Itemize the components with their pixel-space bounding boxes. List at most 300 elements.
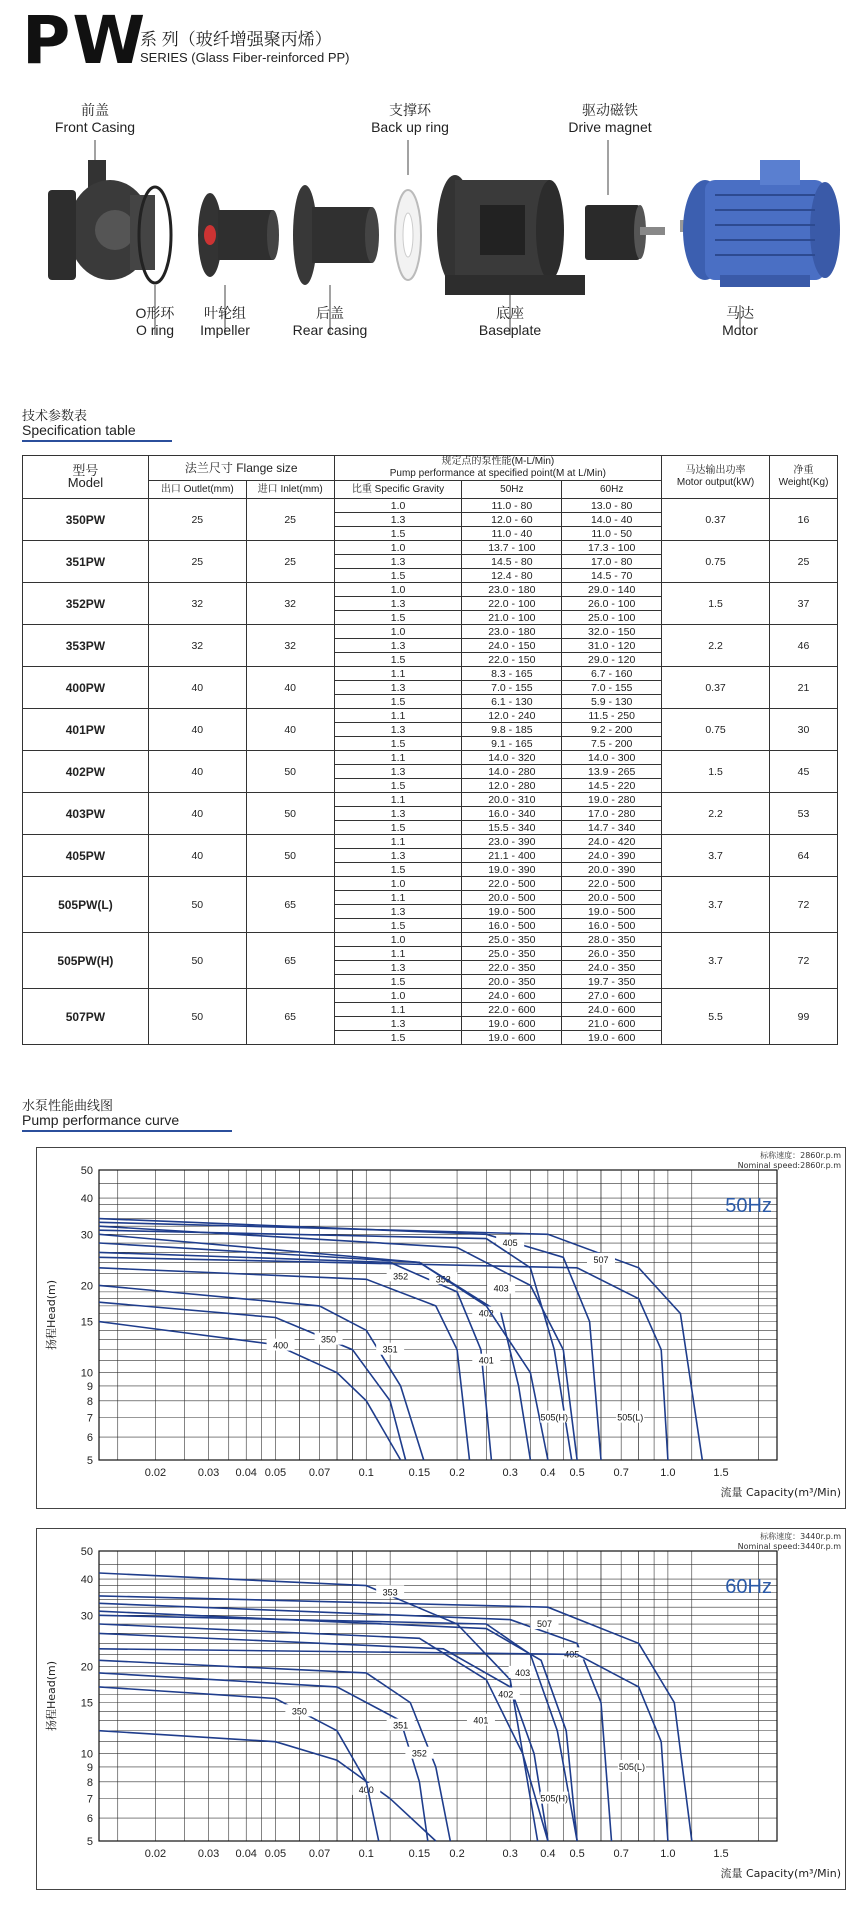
flow-60hz-cell: 24.0 - 420 (562, 835, 662, 849)
label-back-up-ring: 支撑环 Back up ring (371, 102, 449, 135)
flow-50hz-cell: 6.1 - 130 (462, 695, 562, 709)
flow-60hz-cell: 20.0 - 390 (562, 863, 662, 877)
sg-cell: 1.5 (334, 821, 462, 835)
curve-400 (99, 1322, 401, 1460)
sg-cell: 1.1 (334, 835, 462, 849)
curve-label: 400 (273, 1340, 289, 1351)
weight-cell: 25 (769, 541, 837, 583)
sg-cell: 1.5 (334, 569, 462, 583)
motor-cell: 0.75 (662, 541, 770, 583)
weight-cell: 72 (769, 877, 837, 933)
table-row (23, 667, 838, 681)
x-tick-label: 0.5 (569, 1848, 585, 1860)
x-tick-label: 0.4 (540, 1467, 556, 1479)
flow-60hz-cell: 32.0 - 150 (562, 625, 662, 639)
flow-50hz-cell: 14.0 - 320 (462, 751, 562, 765)
series-en: SERIES (Glass Fiber-reinforced PP) (140, 50, 350, 65)
flow-60hz-cell: 24.0 - 600 (562, 1003, 662, 1017)
outlet-cell: 40 (148, 667, 246, 709)
sg-cell: 1.0 (334, 541, 462, 555)
sg-cell: 1.1 (334, 667, 462, 681)
flow-60hz-cell: 6.7 - 160 (562, 667, 662, 681)
curve-label: 401 (478, 1355, 494, 1366)
inlet-cell: 40 (246, 667, 334, 709)
motor-cell: 1.5 (662, 751, 770, 793)
y-tick-label: 5 (86, 1455, 93, 1467)
motor-cell: 0.75 (662, 709, 770, 751)
series-subtitle (140, 30, 540, 66)
inlet-cell: 65 (246, 877, 334, 933)
weight-cell: 99 (769, 989, 837, 1045)
flow-60hz-cell: 24.0 - 350 (562, 961, 662, 975)
model-cell: 405PW (23, 835, 149, 877)
curve-label: 353 (435, 1274, 451, 1285)
header-60hz: 60Hz (562, 481, 662, 499)
inlet-cell: 40 (246, 709, 334, 751)
x-tick-label: 0.7 (613, 1848, 629, 1860)
label-front-casing: 前盖 Front Casing (54, 102, 136, 135)
curve-505(H) (99, 1230, 572, 1460)
sg-cell: 1.3 (334, 961, 462, 975)
model-cell: 400PW (23, 667, 149, 709)
sg-cell: 1.3 (334, 765, 462, 779)
sg-cell: 1.3 (334, 555, 462, 569)
table-row (23, 541, 838, 555)
x-tick-label: 0.03 (197, 1467, 220, 1479)
x-tick-label: 1.0 (660, 1848, 676, 1860)
x-tick-label: 0.5 (569, 1467, 585, 1479)
y-tick-label: 15 (80, 1697, 93, 1710)
inlet-cell: 32 (246, 583, 334, 625)
flow-50hz-cell: 8.3 - 165 (462, 667, 562, 681)
model-cell: 402PW (23, 751, 149, 793)
y-tick-label: 5 (86, 1836, 93, 1848)
curve-label: 350 (291, 1706, 307, 1717)
x-tick-label: 0.3 (502, 1848, 518, 1860)
weight-cell: 30 (769, 709, 837, 751)
x-axis-label: 流量 Capacity(m³/Min) (720, 1867, 841, 1880)
label-rear-casing: 后盖 Rear casing (292, 305, 368, 338)
sg-cell: 1.3 (334, 807, 462, 821)
flow-60hz-cell: 11.0 - 50 (562, 527, 662, 541)
flow-50hz-cell: 19.0 - 600 (462, 1017, 562, 1031)
flow-50hz-cell: 23.0 - 390 (462, 835, 562, 849)
sg-cell: 1.5 (334, 863, 462, 877)
sg-cell: 1.5 (334, 737, 462, 751)
sg-cell: 1.0 (334, 625, 462, 639)
flow-50hz-cell: 20.0 - 500 (462, 891, 562, 905)
motor-cell: 3.7 (662, 835, 770, 877)
sg-cell: 1.1 (334, 1003, 462, 1017)
flow-50hz-cell: 15.5 - 340 (462, 821, 562, 835)
y-tick-label: 50 (80, 1546, 93, 1558)
curve-403 (99, 1611, 580, 1841)
flow-60hz-cell: 11.5 - 250 (562, 709, 662, 723)
flow-50hz-cell: 14.5 - 80 (462, 555, 562, 569)
flow-60hz-cell: 26.0 - 350 (562, 947, 662, 961)
motor-cell: 3.7 (662, 877, 770, 933)
x-tick-label: 0.02 (144, 1467, 167, 1479)
rear-casing-icon (293, 185, 379, 285)
model-cell: 505PW(H) (23, 933, 149, 989)
flow-50hz-cell: 9.1 - 165 (462, 737, 562, 751)
outlet-cell: 50 (148, 933, 246, 989)
curve-label: 351 (393, 1720, 409, 1731)
sg-cell: 1.1 (334, 751, 462, 765)
flow-50hz-cell: 24.0 - 600 (462, 989, 562, 1003)
flow-50hz-cell: 20.0 - 310 (462, 793, 562, 807)
x-tick-label: 0.1 (358, 1467, 374, 1479)
flow-60hz-cell: 13.0 - 80 (562, 499, 662, 513)
flow-60hz-cell: 21.0 - 600 (562, 1017, 662, 1031)
x-tick-label: 0.03 (197, 1848, 220, 1860)
inlet-cell: 50 (246, 751, 334, 793)
outlet-cell: 25 (148, 541, 246, 583)
flow-50hz-cell: 7.0 - 155 (462, 681, 562, 695)
table-row (23, 877, 838, 891)
curve-400 (99, 1731, 436, 1841)
model-cell: 351PW (23, 541, 149, 583)
y-tick-label: 20 (80, 1280, 93, 1293)
model-cell: 352PW (23, 583, 149, 625)
outlet-cell: 50 (148, 989, 246, 1045)
flow-50hz-cell: 21.0 - 100 (462, 611, 562, 625)
curve-label: 505(L) (618, 1761, 645, 1772)
y-tick-label: 40 (80, 1193, 93, 1206)
plot-frame (99, 1551, 777, 1841)
y-tick-label: 50 (80, 1165, 93, 1177)
sg-cell: 1.5 (334, 779, 462, 793)
impeller-icon (198, 193, 279, 277)
weight-cell: 21 (769, 667, 837, 709)
flow-50hz-cell: 22.0 - 500 (462, 877, 562, 891)
flow-60hz-cell: 17.0 - 280 (562, 807, 662, 821)
sg-cell: 1.3 (334, 849, 462, 863)
y-tick-label: 10 (80, 1367, 93, 1380)
x-tick-label: 1.0 (660, 1467, 676, 1479)
flow-60hz-cell: 25.0 - 100 (562, 611, 662, 625)
motor-cell: 5.5 (662, 989, 770, 1045)
flow-60hz-cell: 19.7 - 350 (562, 975, 662, 989)
flow-60hz-cell: 27.0 - 600 (562, 989, 662, 1003)
inlet-cell: 32 (246, 625, 334, 667)
weight-cell: 37 (769, 583, 837, 625)
inlet-cell: 65 (246, 933, 334, 989)
weight-cell: 45 (769, 751, 837, 793)
motor-icon (680, 160, 840, 287)
label-motor: 马达 Motor (722, 305, 758, 338)
x-axis-label: 流量 Capacity(m³/Min) (720, 1486, 841, 1499)
sg-cell: 1.3 (334, 639, 462, 653)
sg-cell: 1.3 (334, 905, 462, 919)
flow-50hz-cell: 22.0 - 150 (462, 653, 562, 667)
flow-50hz-cell: 12.0 - 60 (462, 513, 562, 527)
flow-60hz-cell: 24.0 - 390 (562, 849, 662, 863)
inlet-cell: 65 (246, 989, 334, 1045)
sg-cell: 1.1 (334, 793, 462, 807)
flow-50hz-cell: 25.0 - 350 (462, 933, 562, 947)
x-tick-label: 0.7 (613, 1467, 629, 1479)
sg-cell: 1.3 (334, 513, 462, 527)
flow-60hz-cell: 7.5 - 200 (562, 737, 662, 751)
curve-label: 403 (493, 1283, 509, 1294)
curve-section-title: 水泵性能曲线图 Pump performance curve (22, 1098, 179, 1128)
motor-cell: 2.2 (662, 625, 770, 667)
flow-60hz-cell: 14.5 - 70 (562, 569, 662, 583)
model-cell: 507PW (23, 989, 149, 1045)
flow-50hz-cell: 25.0 - 350 (462, 947, 562, 961)
curve-label: 405 (564, 1649, 580, 1660)
header-model: 型号 Model (23, 456, 149, 499)
flow-50hz-cell: 13.7 - 100 (462, 541, 562, 555)
flow-60hz-cell: 7.0 - 155 (562, 681, 662, 695)
flow-50hz-cell: 22.0 - 100 (462, 597, 562, 611)
weight-cell: 46 (769, 625, 837, 667)
y-tick-label: 8 (86, 1395, 93, 1408)
chart-svg (37, 1529, 845, 1889)
inlet-cell: 50 (246, 793, 334, 835)
header-weight: 净重 Weight(Kg) (769, 456, 837, 499)
y-axis-label: 扬程Head(m) (45, 1660, 58, 1732)
flow-50hz-cell: 12.0 - 280 (462, 779, 562, 793)
sg-cell: 1.0 (334, 877, 462, 891)
outlet-cell: 32 (148, 583, 246, 625)
curve-label: 353 (382, 1587, 398, 1598)
flow-50hz-cell: 23.0 - 180 (462, 583, 562, 597)
baseplate-icon (437, 175, 585, 295)
y-tick-label: 6 (86, 1813, 93, 1826)
sg-cell: 1.1 (334, 891, 462, 905)
outlet-cell: 40 (148, 793, 246, 835)
label-o-ring: O形环 O ring (135, 305, 175, 338)
x-tick-label: 1.5 (713, 1467, 729, 1479)
y-tick-label: 15 (80, 1316, 93, 1329)
sg-cell: 1.0 (334, 989, 462, 1003)
curve-label: 505(H) (540, 1412, 569, 1423)
flow-50hz-cell: 22.0 - 350 (462, 961, 562, 975)
curve-label: 351 (382, 1344, 398, 1355)
table-row (23, 583, 838, 597)
sg-cell: 1.0 (334, 933, 462, 947)
x-tick-label: 0.15 (408, 1848, 431, 1860)
curve-402 (99, 1633, 548, 1841)
label-drive-magnet: 驱动磁铁 Drive magnet (568, 102, 652, 135)
sg-cell: 1.5 (334, 695, 462, 709)
curve-label: 402 (498, 1689, 514, 1700)
flow-60hz-cell: 9.2 - 200 (562, 723, 662, 737)
flow-60hz-cell: 29.0 - 140 (562, 583, 662, 597)
curve-401 (99, 1624, 548, 1841)
frequency-label: 50Hz (725, 1195, 772, 1217)
flow-60hz-cell: 19.0 - 500 (562, 905, 662, 919)
flow-50hz-cell: 14.0 - 280 (462, 765, 562, 779)
flow-60hz-cell: 13.9 - 265 (562, 765, 662, 779)
curve-label: 400 (358, 1784, 374, 1795)
flow-60hz-cell: 14.5 - 220 (562, 779, 662, 793)
sg-cell: 1.5 (334, 653, 462, 667)
motor-cell: 2.2 (662, 793, 770, 835)
motor-cell: 0.37 (662, 499, 770, 541)
flow-60hz-cell: 19.0 - 280 (562, 793, 662, 807)
x-tick-label: 0.05 (264, 1467, 287, 1479)
flow-50hz-cell: 11.0 - 40 (462, 527, 562, 541)
weight-cell: 16 (769, 499, 837, 541)
inlet-cell: 50 (246, 835, 334, 877)
flow-50hz-cell: 19.0 - 600 (462, 1031, 562, 1045)
x-tick-label: 0.15 (408, 1467, 431, 1479)
header-inlet: 进口 Inlet(mm) (246, 481, 334, 499)
table-row (23, 793, 838, 807)
flow-60hz-cell: 28.0 - 350 (562, 933, 662, 947)
x-tick-label: 0.2 (449, 1467, 465, 1479)
motor-cell: 3.7 (662, 933, 770, 989)
header-flange: 法兰尺寸 Flange size (148, 456, 334, 481)
flow-60hz-cell: 14.7 - 340 (562, 821, 662, 835)
flow-60hz-cell: 22.0 - 500 (562, 877, 662, 891)
x-tick-label: 0.05 (264, 1848, 287, 1860)
sg-cell: 1.0 (334, 583, 462, 597)
y-tick-label: 30 (80, 1610, 93, 1623)
y-tick-label: 6 (86, 1432, 93, 1445)
weight-cell: 64 (769, 835, 837, 877)
x-tick-label: 0.07 (308, 1467, 331, 1479)
curve-353 (99, 1573, 538, 1841)
sg-cell: 1.0 (334, 499, 462, 513)
flow-50hz-cell: 16.0 - 340 (462, 807, 562, 821)
curve-label: 352 (393, 1271, 409, 1282)
frequency-label: 60Hz (725, 1576, 772, 1598)
motor-cell: 1.5 (662, 583, 770, 625)
sg-cell: 1.3 (334, 597, 462, 611)
sg-cell: 1.1 (334, 709, 462, 723)
flow-50hz-cell: 24.0 - 150 (462, 639, 562, 653)
model-cell: 350PW (23, 499, 149, 541)
outlet-cell: 25 (148, 499, 246, 541)
flow-50hz-cell: 9.8 - 185 (462, 723, 562, 737)
curve-label: 507 (593, 1254, 609, 1265)
page-header (22, 2, 148, 79)
sg-cell: 1.3 (334, 723, 462, 737)
flow-60hz-cell: 14.0 - 40 (562, 513, 662, 527)
speed-note-cn: 标称速度：3440r.p.m (760, 1532, 841, 1541)
speed-note-en: Nominal speed:3440r.p.m (737, 1542, 841, 1551)
product-title: PW (22, 2, 148, 79)
header-motor: 马达输出功率 Motor output(kW) (662, 456, 770, 499)
table-row (23, 499, 838, 513)
table-row (23, 835, 838, 849)
speed-note-cn: 标称速度：2860r.p.m (760, 1151, 841, 1160)
x-tick-label: 0.07 (308, 1848, 331, 1860)
y-tick-label: 9 (86, 1761, 93, 1774)
performance-chart-60hz (36, 1528, 846, 1890)
outlet-cell: 40 (148, 709, 246, 751)
header-50hz: 50Hz (462, 481, 562, 499)
model-cell: 401PW (23, 709, 149, 751)
y-tick-label: 20 (80, 1661, 93, 1674)
table-row (23, 751, 838, 765)
model-cell: 403PW (23, 793, 149, 835)
performance-chart-50hz (36, 1147, 846, 1509)
sg-cell: 1.1 (334, 947, 462, 961)
flow-60hz-cell: 19.0 - 600 (562, 1031, 662, 1045)
x-tick-label: 0.4 (540, 1848, 556, 1860)
sg-cell: 1.3 (334, 1017, 462, 1031)
y-tick-label: 8 (86, 1776, 93, 1789)
flow-50hz-cell: 19.0 - 390 (462, 863, 562, 877)
x-tick-label: 0.04 (235, 1848, 257, 1860)
sg-cell: 1.5 (334, 611, 462, 625)
flow-60hz-cell: 5.9 - 130 (562, 695, 662, 709)
outlet-cell: 32 (148, 625, 246, 667)
plot-frame (99, 1170, 777, 1460)
motor-cell: 0.37 (662, 667, 770, 709)
y-tick-label: 7 (86, 1412, 93, 1425)
x-tick-label: 1.5 (713, 1848, 729, 1860)
weight-cell: 53 (769, 793, 837, 835)
x-tick-label: 0.02 (144, 1848, 167, 1860)
flow-50hz-cell: 21.1 - 400 (462, 849, 562, 863)
curve-label: 403 (515, 1667, 531, 1678)
y-tick-label: 30 (80, 1229, 93, 1242)
speed-note-en: Nominal speed:2860r.p.m (737, 1161, 841, 1170)
x-tick-label: 0.04 (235, 1467, 257, 1479)
sg-cell: 1.5 (334, 975, 462, 989)
y-tick-label: 7 (86, 1793, 93, 1806)
curve-label: 401 (473, 1715, 489, 1726)
flow-60hz-cell: 20.0 - 500 (562, 891, 662, 905)
model-cell: 353PW (23, 625, 149, 667)
table-row (23, 989, 838, 1003)
y-tick-label: 10 (80, 1748, 93, 1761)
curve-352 (99, 1660, 450, 1841)
curve-405 (99, 1603, 612, 1841)
flow-60hz-cell: 16.0 - 500 (562, 919, 662, 933)
spec-section-title: 技术参数表 Specification table (22, 408, 136, 438)
specification-table (22, 455, 838, 1045)
table-row (23, 933, 838, 947)
series-cn: 系 列（玻纤增强聚丙烯） (140, 30, 332, 49)
flow-50hz-cell: 23.0 - 180 (462, 625, 562, 639)
flow-60hz-cell: 29.0 - 120 (562, 653, 662, 667)
flow-50hz-cell: 19.0 - 500 (462, 905, 562, 919)
flow-50hz-cell: 11.0 - 80 (462, 499, 562, 513)
label-impeller: 叶轮组 Impeller (200, 305, 250, 338)
table-row (23, 625, 838, 639)
sg-cell: 1.5 (334, 919, 462, 933)
x-tick-label: 0.2 (449, 1848, 465, 1860)
flow-50hz-cell: 12.4 - 80 (462, 569, 562, 583)
curve-label: 405 (502, 1238, 518, 1249)
x-tick-label: 0.1 (358, 1848, 374, 1860)
model-cell: 505PW(L) (23, 877, 149, 933)
curve-label: 352 (411, 1748, 427, 1759)
outlet-cell: 40 (148, 835, 246, 877)
flow-60hz-cell: 26.0 - 100 (562, 597, 662, 611)
x-tick-label: 0.3 (502, 1467, 518, 1479)
flow-50hz-cell: 16.0 - 500 (462, 919, 562, 933)
flow-50hz-cell: 22.0 - 600 (462, 1003, 562, 1017)
table-row (23, 709, 838, 723)
chart-svg (37, 1148, 845, 1508)
outlet-cell: 40 (148, 751, 246, 793)
label-baseplate: 底座 Baseplate (478, 305, 542, 338)
y-tick-label: 9 (86, 1380, 93, 1393)
outlet-cell: 50 (148, 877, 246, 933)
sg-cell: 1.5 (334, 1031, 462, 1045)
flow-60hz-cell: 14.0 - 300 (562, 751, 662, 765)
drive-magnet-icon (585, 205, 665, 260)
curve-label: 507 (537, 1619, 553, 1630)
